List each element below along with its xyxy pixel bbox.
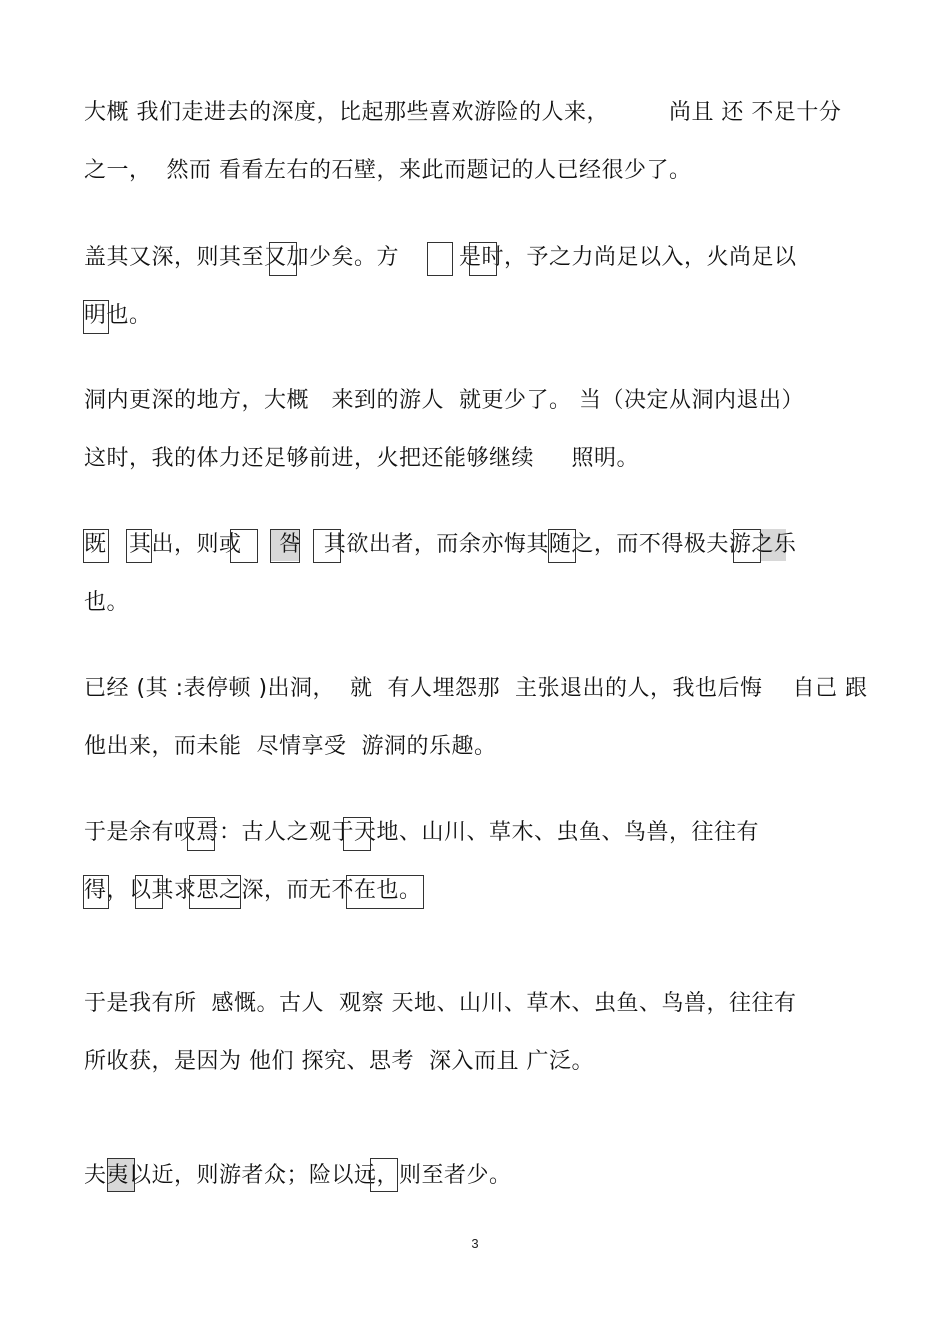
text-line-3: 盖其又深，则其至又加少矣。方 是时，予之力尚足以入，火尚足以 <box>84 245 797 270</box>
mark-box <box>313 529 341 563</box>
mark-box <box>733 529 761 563</box>
mark-box <box>83 300 109 334</box>
text-line-2: 之一， 然而 看看左右的石壁，来此而题记的人已经很少了。 <box>84 158 692 183</box>
mark-box <box>370 1158 398 1192</box>
text-line-10: 他出来，而未能 尽情享受 游洞的乐趣。 <box>84 734 497 759</box>
mark-box <box>548 529 576 563</box>
text-line-7: 既 其出，则或 咎 其欲出者，而余亦悔其随之，而不得极夫游之乐 <box>84 532 797 557</box>
text-line-14: 所收获，是因为 他们 探究、思考 深入而且 广泛。 <box>84 1049 594 1074</box>
mark-box <box>343 817 371 851</box>
mark-box <box>230 529 258 563</box>
text-line-11: 于是余有叹焉：古人之观于天地、山川、草木、虫鱼、鸟兽，往往有 <box>84 820 760 845</box>
text-line-13: 于是我有所 感慨。古人 观察 天地、山川、草木、虫鱼、鸟兽，往往有 <box>84 991 797 1016</box>
mark-box <box>83 875 109 909</box>
text-line-15: 夫夷以近，则游者众；险以远，则至者少。 <box>84 1163 512 1188</box>
mark-box <box>187 817 215 851</box>
mark-box <box>469 242 497 276</box>
text-line-8: 也。 <box>84 590 130 615</box>
text-line-4: 明也。 <box>84 303 152 328</box>
mark-box <box>126 529 152 563</box>
mark-box <box>270 529 300 563</box>
text-line-6: 这时，我的体力还足够前进，火把还能够继续 照明。 <box>84 446 639 471</box>
mark-box <box>107 1158 135 1192</box>
text-line-9: 已经 (其 :表停顿 )出洞， 就 有人埋怨那 主张退出的人，我也后悔 自己 跟 <box>84 676 868 701</box>
text-line-5: 洞内更深的地方，大概 来到的游人 就更少了。 当（决定从洞内退出） <box>84 388 804 413</box>
mark-box <box>189 875 241 909</box>
mark-box <box>346 875 424 909</box>
text-line-1: 大概 我们走进去的深度，比起那些喜欢游险的人来， 尚且 还 不足十分 <box>84 100 842 125</box>
mark-box <box>135 875 163 909</box>
mark-box <box>83 529 109 563</box>
mark-box <box>427 242 453 276</box>
text-line-12: 得，以其求思之深，而无不在也。 <box>84 878 422 903</box>
page-number: 3 <box>471 1236 479 1251</box>
mark-box <box>269 242 297 276</box>
